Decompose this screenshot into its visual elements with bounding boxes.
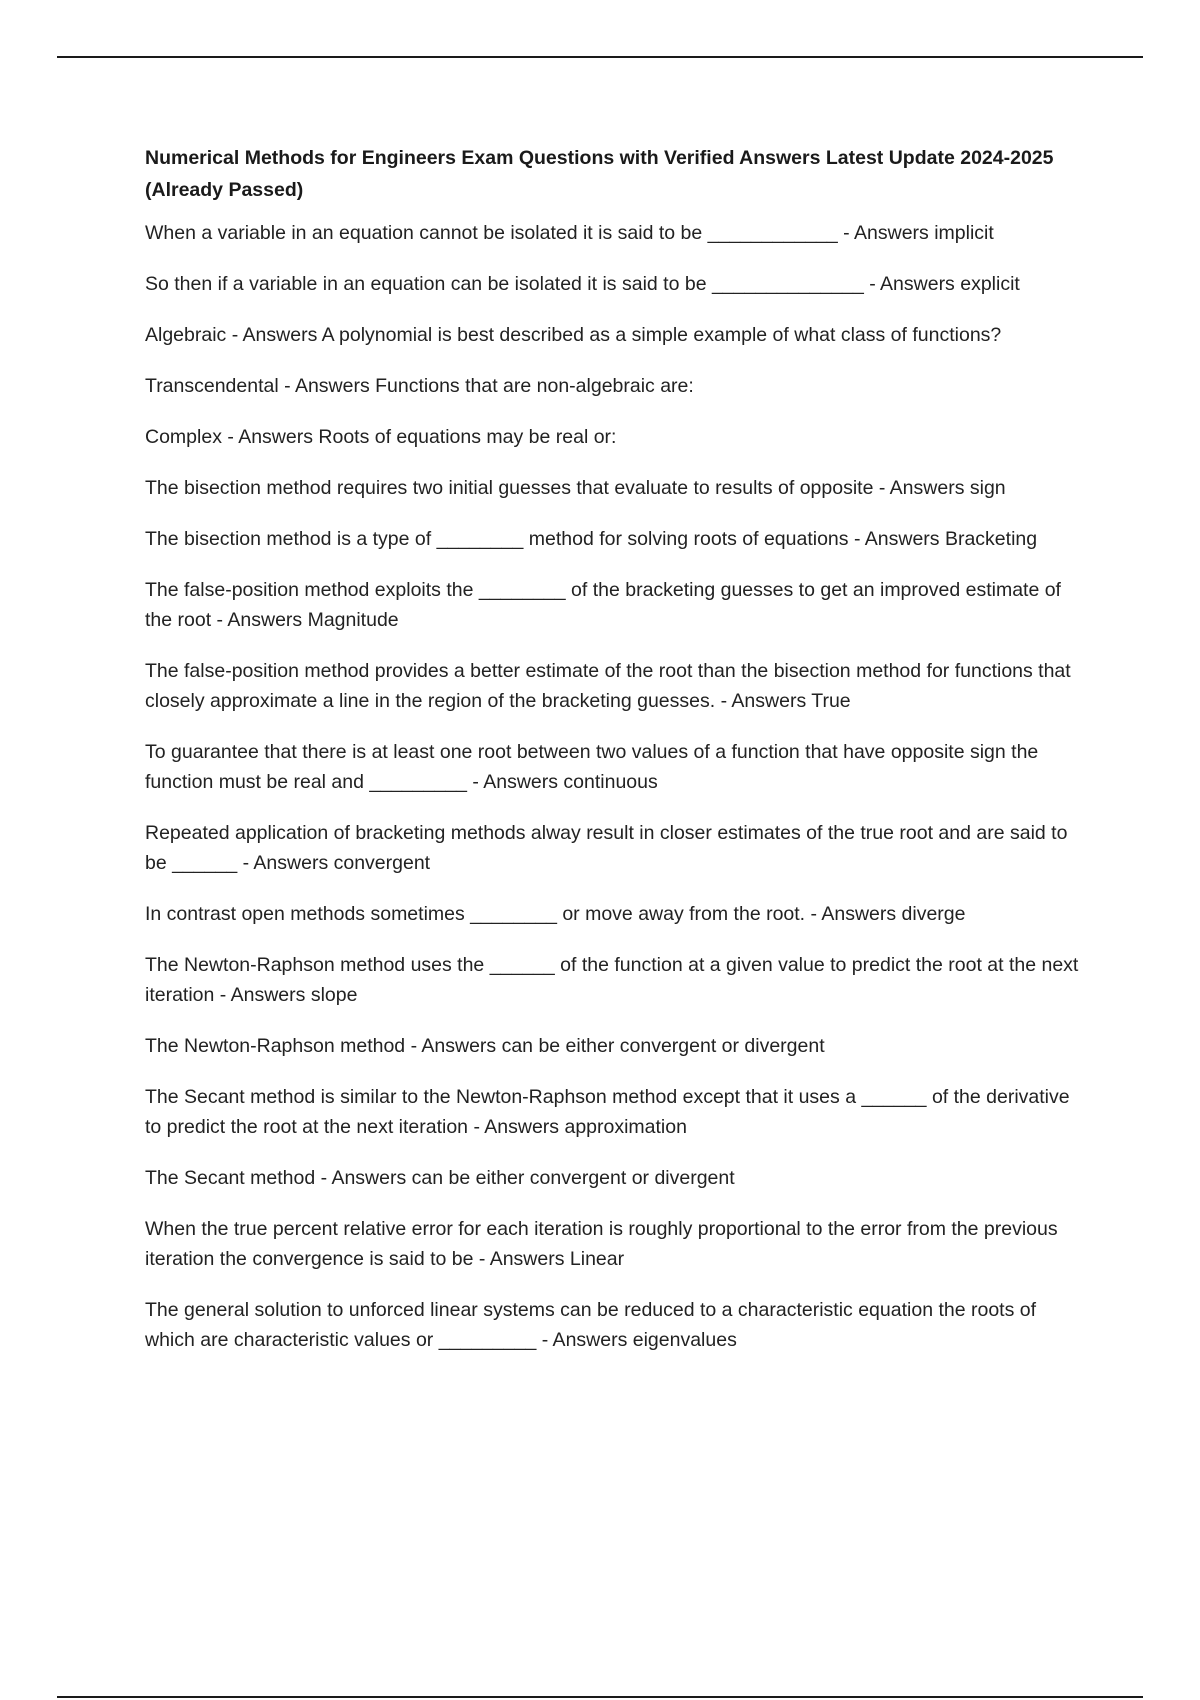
qa-item-14: The Newton-Raphson method - Answers can be either convergent or divergent (145, 1035, 825, 1057)
qa-item-9: The false-position method provides a better estimate of the root than the bisection method for functions that closely approximate a line in the region of the bracketing guesses. - Answers True (145, 660, 1071, 712)
qa-item-16: The Secant method - Answers can be either convergent or divergent (145, 1167, 735, 1189)
qa-item-11: Repeated application of bracketing methods alway result in closer estimates of the true root and are said to be ______ - Answers convergent (145, 822, 1068, 874)
qa-item-8: The false-position method exploits the ________ of the bracketing guesses to get an improved estimate of the root - Answers Magnitude (145, 579, 1061, 631)
qa-item-10: To guarantee that there is at least one root between two values of a function that have opposite sign the function must be real and _________ - Answers continuous (145, 741, 1039, 793)
bottom-divider (57, 1696, 1143, 1698)
document-body (145, 142, 1085, 1376)
top-divider (57, 56, 1143, 58)
qa-item-6: The bisection method requires two initial guesses that evaluate to results of opposite - Answers sign (145, 477, 1006, 499)
qa-item-17: When the true percent relative error for each iteration is roughly proportional to the error from the previous iteration the convergence is said to be - Answers Linear (145, 1218, 1058, 1270)
qa-item-18: The general solution to unforced linear systems can be reduced to a characteristic equation the roots of which are characteristic values or _________ - Answers eigenvalues (145, 1299, 1037, 1351)
qa-item-7: The bisection method is a type of ________ method for solving roots of equations - Answers Bracketing (145, 528, 1038, 550)
qa-item-4: Transcendental - Answers Functions that are non-algebraic are: (145, 375, 694, 397)
document-title: Numerical Methods for Engineers Exam Questions with Verified Answers Latest Update 2024-2025 (Already Passed) (145, 147, 1054, 201)
qa-item-12: In contrast open methods sometimes ________ or move away from the root. - Answers diverge (145, 903, 966, 925)
qa-item-3: Algebraic - Answers A polynomial is best described as a simple example of what class of functions? (145, 324, 1002, 346)
qa-item-1: When a variable in an equation cannot be isolated it is said to be ____________ - Answers implicit (145, 222, 994, 244)
qa-item-2: So then if a variable in an equation can be isolated it is said to be ______________ - Answers explicit (145, 273, 1020, 295)
qa-item-13: The Newton-Raphson method uses the ______ of the function at a given value to predict the root at the next iteration - Answers slope (145, 954, 1079, 1006)
qa-item-15: The Secant method is similar to the Newton-Raphson method except that it uses a ______ of the derivative to predict the root at the next iteration - Answers approximation (145, 1086, 1070, 1138)
qa-item-5: Complex - Answers Roots of equations may be real or: (145, 426, 617, 448)
